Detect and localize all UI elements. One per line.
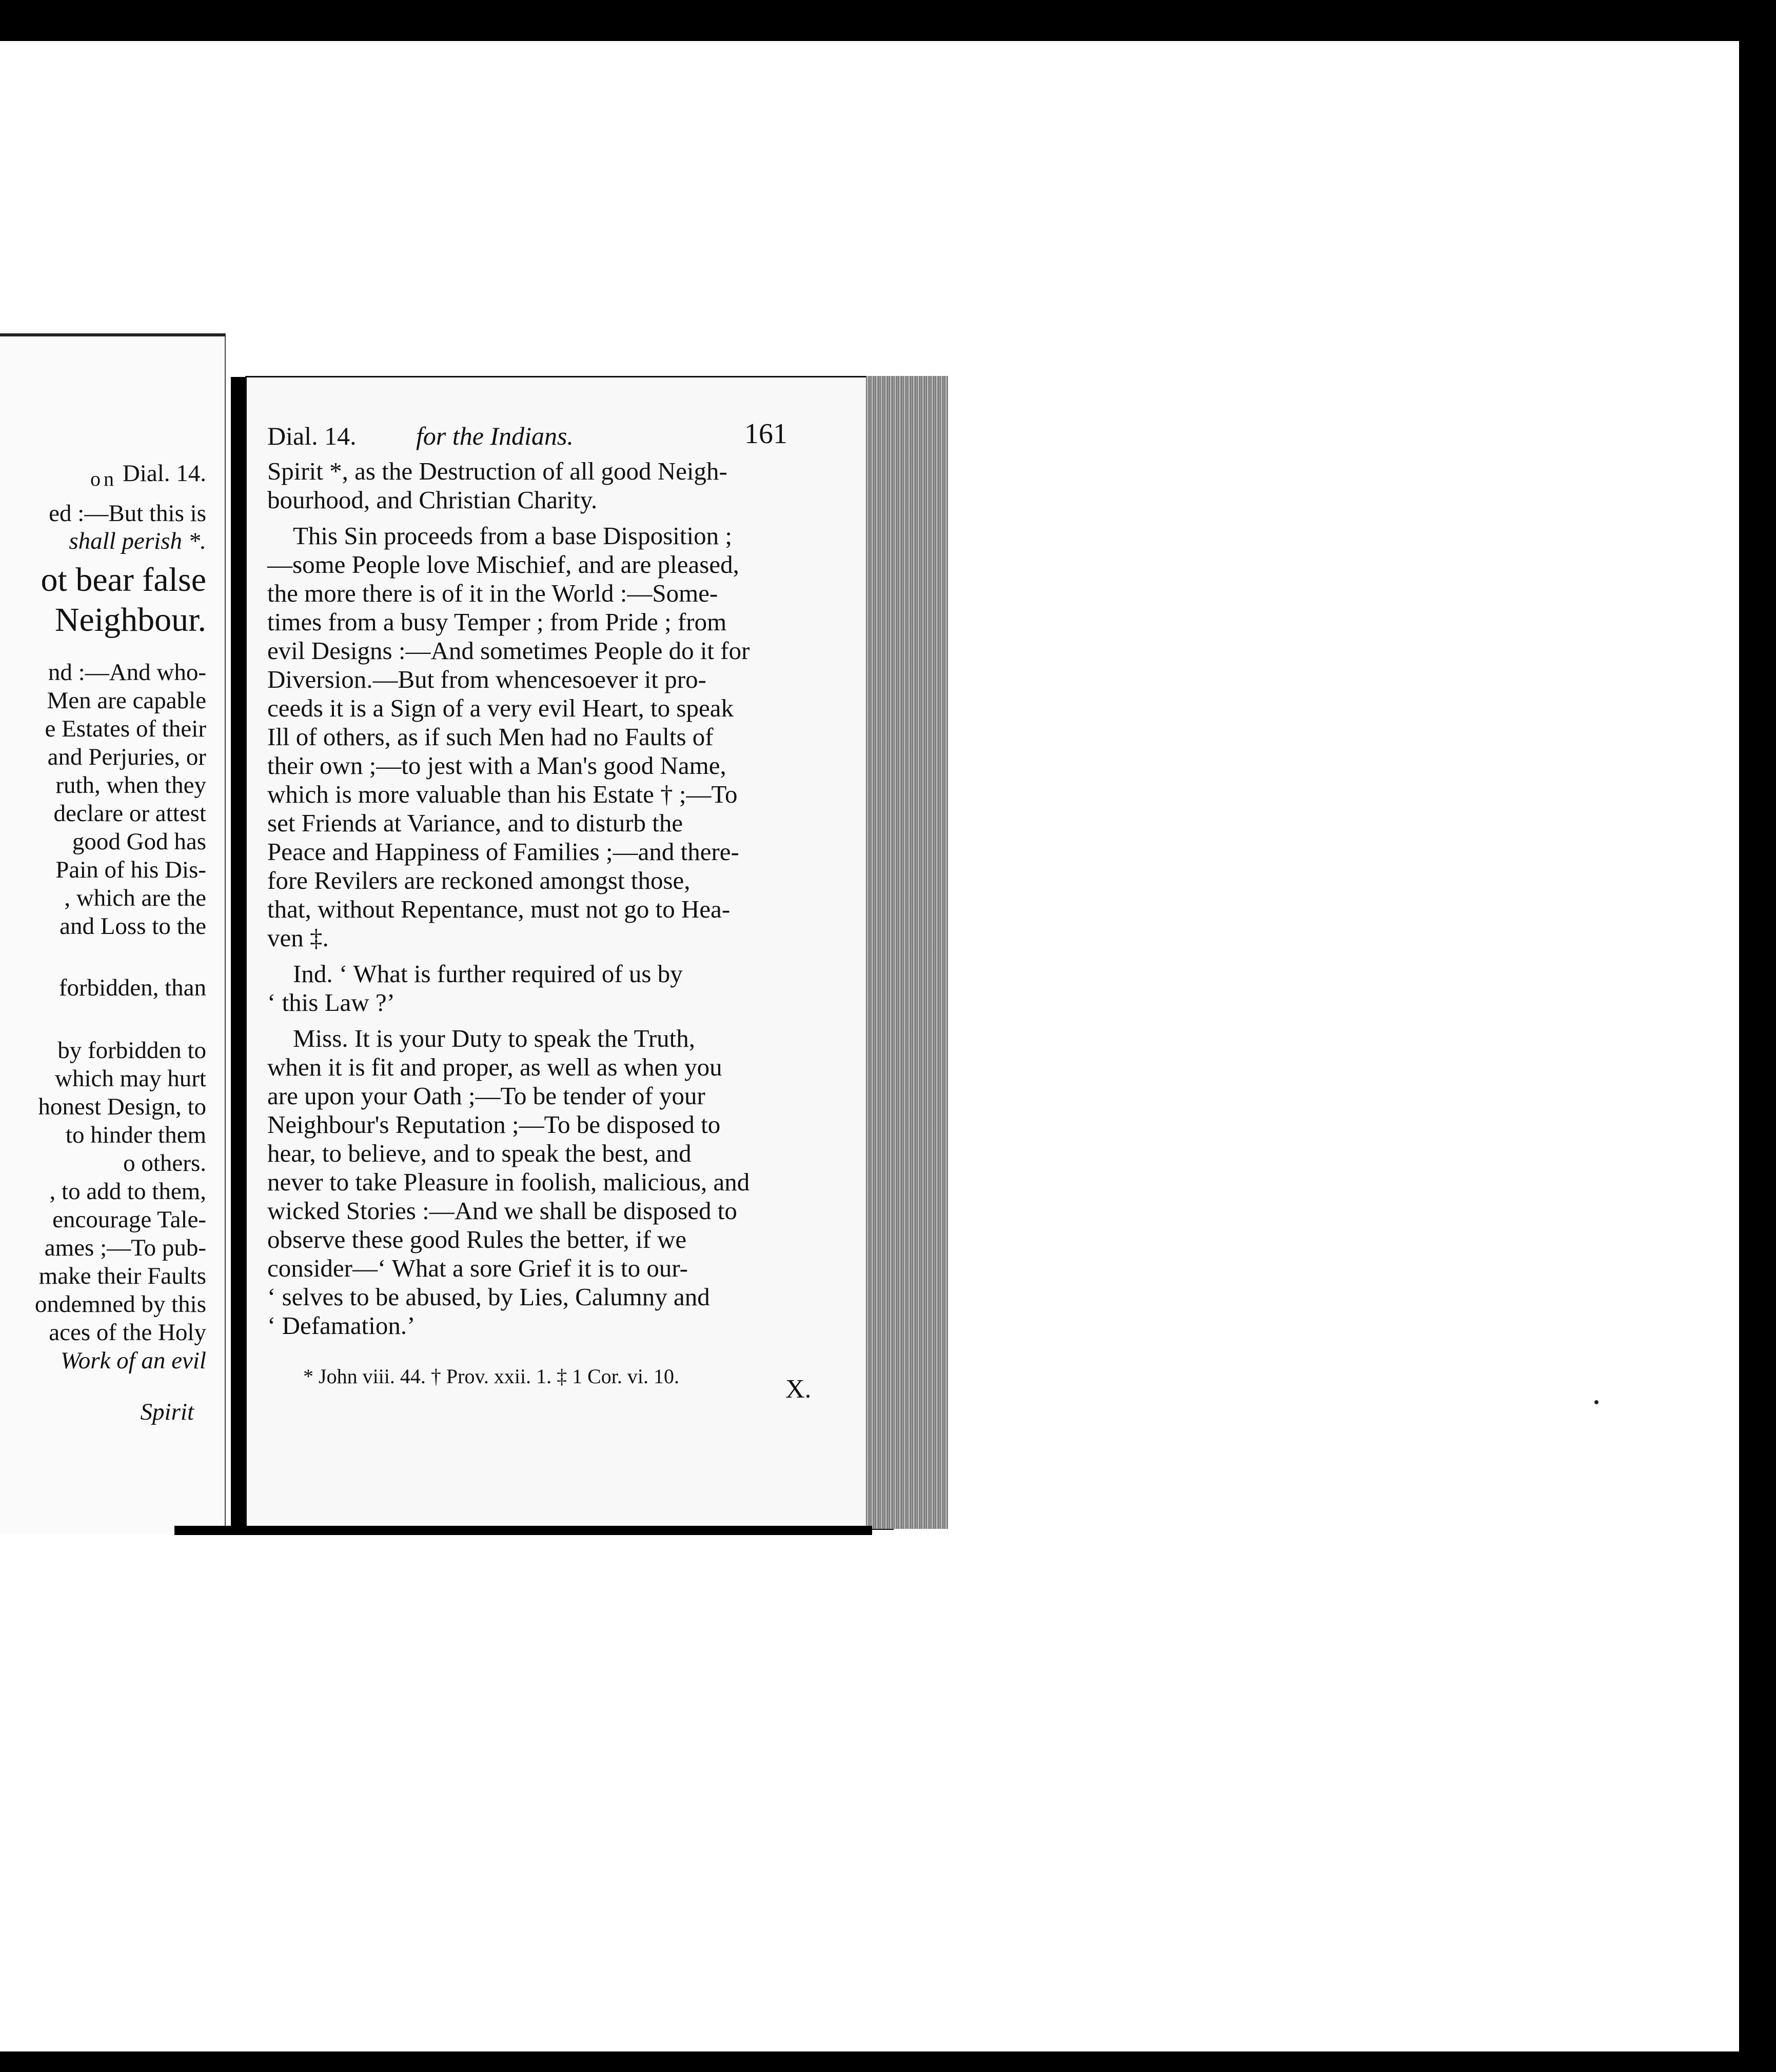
left-line: ames ;—To pub- bbox=[44, 1234, 206, 1261]
left-running-head-fragment: on bbox=[90, 467, 117, 490]
text-line: Spirit *, as the Destruction of all good Neigh- bbox=[267, 457, 727, 485]
text-line: Diversion.—But from whencesoever it pro- bbox=[267, 665, 706, 693]
text-line: fore Revilers are reckoned amongst those, bbox=[267, 866, 690, 894]
text-line: are upon your Oath ;—To be tender of your bbox=[267, 1082, 705, 1110]
left-section-heading: ot bear false bbox=[41, 561, 206, 599]
left-line: forbidden, than bbox=[58, 974, 206, 1001]
left-line: shall perish *. bbox=[69, 528, 206, 554]
text-line: when it is fit and proper, as well as when you bbox=[267, 1053, 722, 1081]
footnotes: * John viii. 44. † Prov. xxii. 1. ‡ 1 Cor. vi. 10. bbox=[303, 1365, 680, 1388]
scan-artifact bbox=[1594, 1400, 1599, 1404]
left-line: and Perjuries, or bbox=[47, 744, 206, 770]
running-head-dial: Dial. 14. bbox=[267, 422, 357, 450]
left-line: ed :—But this is bbox=[49, 500, 206, 527]
page-number: 161 bbox=[744, 418, 787, 450]
left-line: by forbidden to bbox=[57, 1037, 206, 1064]
left-line: encourage Tale- bbox=[52, 1206, 206, 1233]
page-block-edge bbox=[866, 376, 948, 1529]
text-line: observe these good Rules the better, if we bbox=[267, 1225, 687, 1253]
left-line: , which are the bbox=[64, 885, 206, 911]
catchword: X. bbox=[785, 1374, 812, 1404]
text-line: times from a busy Temper ; from Pride ; from bbox=[267, 608, 727, 636]
left-running-head-dial: Dial. 14. bbox=[122, 460, 206, 487]
left-line: to hinder them bbox=[65, 1122, 206, 1148]
left-line: declare or attest bbox=[53, 800, 206, 827]
text-line: —some People love Mischief, and are pleased, bbox=[267, 550, 739, 579]
binding-bottom-shadow bbox=[174, 1526, 872, 1535]
left-section-heading: Neighbour. bbox=[54, 601, 206, 639]
text-line: that, without Repentance, must not go to Hea- bbox=[267, 895, 731, 923]
left-line: e Estates of their bbox=[45, 715, 206, 742]
left-line: Pain of his Dis- bbox=[55, 856, 206, 883]
left-line: o others. bbox=[123, 1150, 206, 1177]
text-line: ‘ selves to be abused, by Lies, Calumny and bbox=[267, 1283, 710, 1311]
left-catchword: Spirit bbox=[140, 1399, 194, 1425]
text-line: Ill of others, as if such Men had no Faults of bbox=[267, 723, 714, 751]
text-line: ceeds it is a Sign of a very evil Heart, to speak bbox=[267, 694, 734, 722]
left-line: make their Faults bbox=[38, 1263, 206, 1289]
text-line: hear, to believe, and to speak the best, and bbox=[267, 1139, 692, 1167]
text-line: which is more valuable than his Estate † ;—To bbox=[267, 780, 738, 808]
left-line: nd :—And who- bbox=[48, 659, 206, 686]
text-line: the more there is of it in the World :—Some- bbox=[267, 579, 718, 607]
text-line: Ind. ‘ What is further required of us by bbox=[293, 960, 683, 988]
left-line: ondemned by this bbox=[34, 1291, 206, 1318]
left-page bbox=[0, 333, 226, 1533]
left-line: good God has bbox=[72, 828, 206, 855]
text-line: their own ;—to jest with a Man's good Name, bbox=[267, 751, 726, 780]
left-line: Work of an evil bbox=[60, 1347, 206, 1374]
left-line: and Loss to the bbox=[60, 913, 206, 940]
text-line: ‘ this Law ?’ bbox=[267, 988, 395, 1017]
right-page bbox=[245, 376, 894, 1530]
text-line: evil Designs :—And sometimes People do it for bbox=[267, 636, 750, 665]
scan-artifact bbox=[1760, 1057, 1772, 1068]
text-line: never to take Pleasure in foolish, malicious, and bbox=[267, 1168, 750, 1196]
text-line: Neighbour's Reputation ;—To be disposed to bbox=[267, 1110, 721, 1139]
running-head-title: for the Indians. bbox=[416, 422, 574, 450]
text-line: ven ‡. bbox=[267, 924, 329, 952]
left-line: , to add to them, bbox=[49, 1178, 206, 1205]
text-line: consider—‘ What a sore Grief it is to our- bbox=[267, 1254, 688, 1282]
left-line: aces of the Holy bbox=[49, 1319, 206, 1346]
left-line: honest Design, to bbox=[38, 1093, 206, 1120]
left-line: Men are capable bbox=[47, 687, 206, 714]
text-line: Miss. It is your Duty to speak the Truth, bbox=[293, 1024, 696, 1052]
left-line: which may hurt bbox=[55, 1065, 206, 1092]
left-line: ruth, when they bbox=[55, 772, 206, 799]
text-line: wicked Stories :—And we shall be disposed to bbox=[267, 1197, 737, 1225]
text-line: bourhood, and Christian Charity. bbox=[267, 486, 598, 514]
text-line: This Sin proceeds from a base Disposition ; bbox=[293, 522, 733, 550]
text-line: ‘ Defamation.’ bbox=[267, 1311, 416, 1340]
text-line: set Friends at Variance, and to disturb the bbox=[267, 809, 683, 837]
text-line: Peace and Happiness of Families ;—and there- bbox=[267, 838, 739, 866]
